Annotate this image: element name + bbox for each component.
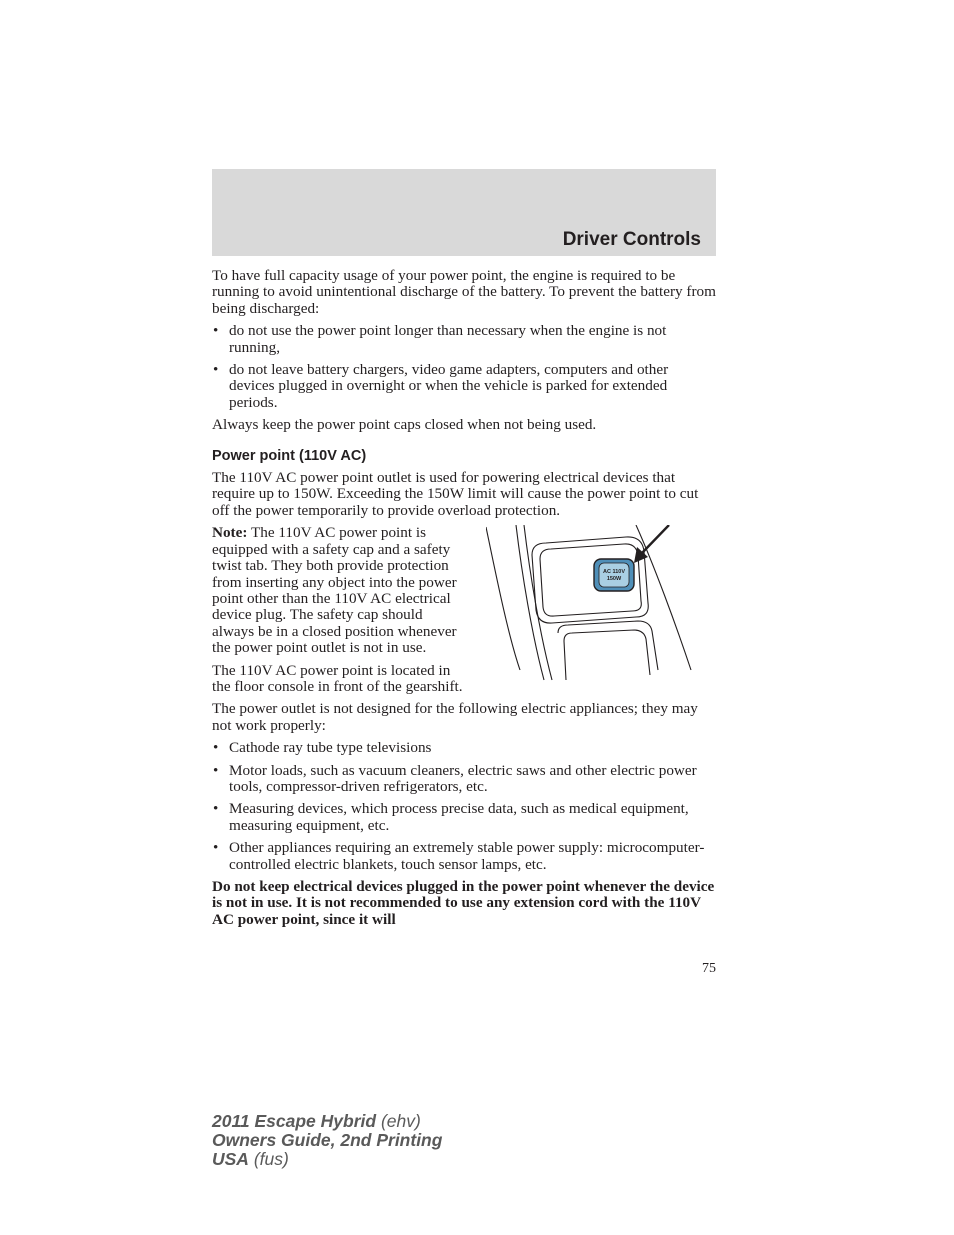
- location-paragraph: The 110V AC power point is located in the floor console in front of the gearshift.: [212, 661, 463, 695]
- safety-cap-label-area: [599, 563, 629, 587]
- console-edge-line: [636, 525, 691, 670]
- footer-line-market: USA (fus): [212, 1149, 289, 1169]
- note-label: Note:: [212, 524, 248, 542]
- subsection-heading: Power point (110V AC): [212, 447, 367, 464]
- pointer-arrow-icon: [642, 525, 669, 553]
- bullet-icon: •: [213, 839, 219, 857]
- intro-paragraph: To have full capacity usage of your power point, the engine is required to be running to avoid unintentional discharge of the battery. To prevent the battery from being discharged:: [212, 267, 716, 317]
- header-band: [212, 169, 716, 256]
- cupholder-recess-inner: [564, 630, 650, 680]
- appliance-list: [212, 740, 716, 873]
- page-content: [212, 268, 716, 934]
- power-point-illustration: [486, 525, 696, 681]
- bullet-icon: •: [213, 361, 219, 379]
- bullet-icon: •: [213, 800, 219, 818]
- warning-paragraph: Do not keep electrical devices plugged in the power point whenever the device is not in use. It is not recommended to use any extension cord with the 110V AC power point, since it will: [212, 878, 715, 928]
- console-edge-line: [486, 527, 520, 670]
- console-edge-line: [516, 525, 544, 680]
- appliances-intro: The power outlet is not designed for the following electric appliances; they may not work properly:: [212, 700, 698, 734]
- section-title: Driver Controls: [562, 229, 701, 250]
- list-item: • do not use the power point longer than necessary when the engine is not running,: [213, 322, 667, 356]
- list-item: • Motor loads, such as vacuum cleaners, electric saws and other electric power tools, compressor-driven refrigerators, etc.: [213, 761, 697, 795]
- cap-label-wattage: 150W: [606, 576, 622, 583]
- note-paragraph: Note: The 110V AC power point is equipped with a safety cap and a safety twist tab. They both provide protection from inserting any object into the power point other than the 110V AC electrical device plug. The safety cap should always be in a closed position whenever the power point outlet is not in use.: [212, 524, 457, 657]
- bullet-icon: •: [213, 322, 219, 340]
- cupholder-recess: [558, 621, 658, 670]
- footer: [212, 1112, 442, 1169]
- caps-paragraph: Always keep the power point caps closed when not being used.: [212, 416, 597, 434]
- bullet-icon: •: [213, 739, 219, 757]
- list-item: • Cathode ray tube type televisions: [213, 739, 432, 757]
- list-item: • Measuring devices, which process precise data, such as medical equipment, measuring equipment, etc.: [213, 800, 689, 834]
- intro-bullet-list: [212, 323, 716, 411]
- cap-label-voltage: AC 110V: [602, 569, 626, 576]
- footer-line-model: 2011 Escape Hybrid (ehv): [212, 1111, 421, 1131]
- bullet-icon: •: [213, 761, 219, 779]
- note-block: [212, 525, 716, 695]
- list-item: • Other appliances requiring an extremely stable power supply: microcomputer-controlled electric blankets, touch sensor lamps, etc.: [213, 839, 705, 873]
- page-number: 75: [702, 961, 716, 976]
- footer-line-guide: Owners Guide, 2nd Printing: [212, 1130, 443, 1150]
- power-point-paragraph: The 110V AC power point outlet is used for powering electrical devices that require up to 150W. Exceeding the 150W limit will cause the power point to cut off the power temporarily to provide overload protection.: [212, 469, 699, 519]
- list-item: • do not leave battery chargers, video game adapters, computers and other devices plugged in overnight or when the vehicle is parked for extended periods.: [213, 361, 669, 411]
